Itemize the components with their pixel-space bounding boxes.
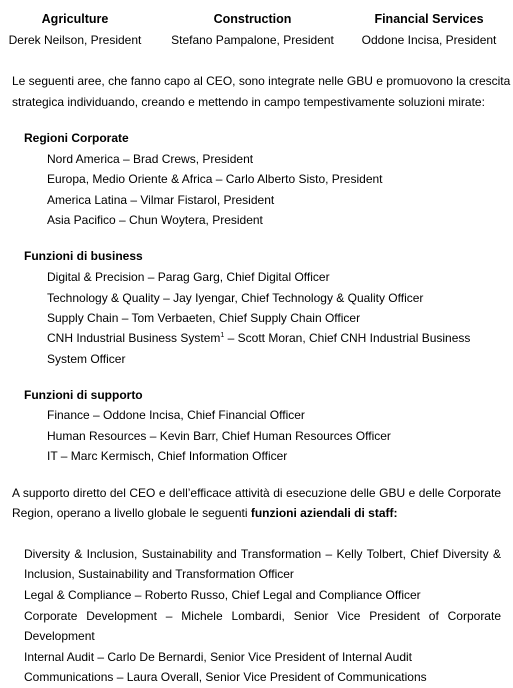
section-title-support: Funzioni di supporto — [24, 388, 143, 402]
staff-item-dei-line-2: Inclusion, Sustainability and Transformation Officer — [24, 567, 294, 581]
staff-item-dei-line-1: Diversity & Inclusion, Sustainability and Transformation – Kelly Tolbert, Chief Diversity & — [24, 547, 501, 561]
list-item-cnh — [47, 330, 470, 346]
list-item: Asia Pacifico – Chun Woytera, President — [47, 213, 263, 227]
section-title-business: Funzioni di business — [24, 249, 143, 263]
division-head: Derek Neilson, President — [8, 33, 142, 47]
staff-item-corpdev-line-2: Development — [24, 629, 95, 643]
section-title-regions: Regioni Corporate — [24, 131, 129, 145]
list-item: Europa, Medio Oriente & Africa – Carlo Alberto Sisto, President — [47, 172, 383, 186]
staff-item-corpdev-line-1: Corporate Development – Michele Lombardi, Senior Vice President of Corporate — [24, 609, 501, 623]
staff-intro-line-2 — [12, 505, 398, 521]
list-item-cnh-continued: System Officer — [47, 352, 126, 366]
division-head: Stefano Pampalone, President — [171, 33, 334, 47]
division-construction — [165, 12, 340, 47]
list-item: Supply Chain – Tom Verbaeten, Chief Supply Chain Officer — [47, 311, 361, 325]
division-financial-services — [356, 12, 502, 47]
staff-intro-emphasis: funzioni aziendali di staff: — [250, 506, 398, 520]
division-title: Agriculture — [41, 12, 109, 26]
staff-item-comms: Communications – Laura Overall, Senior Vice President of Communications — [24, 670, 427, 684]
footnote-marker: 1 — [220, 332, 225, 339]
intro-line-1: Le seguenti aree, che fanno capo al CEO, sono integrate nelle GBU e promuovono la crescita — [12, 74, 511, 88]
cnh-role: – Scott Moran, Chief CNH Industrial Business — [224, 331, 471, 345]
list-item: IT – Marc Kermisch, Chief Information Officer — [47, 449, 288, 463]
list-item: America Latina – Vilmar Fistarol, President — [47, 193, 275, 207]
list-item: Finance – Oddone Incisa, Chief Financial Officer — [47, 408, 305, 422]
list-item: Human Resources – Kevin Barr, Chief Human Resources Officer — [47, 429, 391, 443]
list-item: Digital & Precision – Parag Garg, Chief Digital Officer — [47, 270, 330, 284]
list-item: Nord America – Brad Crews, President — [47, 152, 254, 166]
intro-line-2: strategica individuando, creando e mettendo in campo tempestivamente soluzioni mirate: — [12, 95, 485, 109]
division-head: Oddone Incisa, President — [361, 33, 497, 47]
list-item: Technology & Quality – Jay Iyengar, Chief Technology & Quality Officer — [47, 291, 424, 305]
staff-intro-text: Region, operano a livello globale le seguenti — [12, 506, 251, 520]
cnh-label: CNH Industrial Business System — [47, 331, 221, 345]
staff-item-legal: Legal & Compliance – Roberto Russo, Chief Legal and Compliance Officer — [24, 588, 421, 602]
staff-item-audit: Internal Audit – Carlo De Bernardi, Senior Vice President of Internal Audit — [24, 650, 413, 664]
division-title: Financial Services — [374, 12, 484, 26]
division-agriculture — [5, 12, 145, 47]
staff-intro-line-1: A supporto diretto del CEO e dell’efficace attività di esecuzione delle GBU e delle Corporate — [12, 486, 501, 500]
division-title: Construction — [213, 12, 292, 26]
